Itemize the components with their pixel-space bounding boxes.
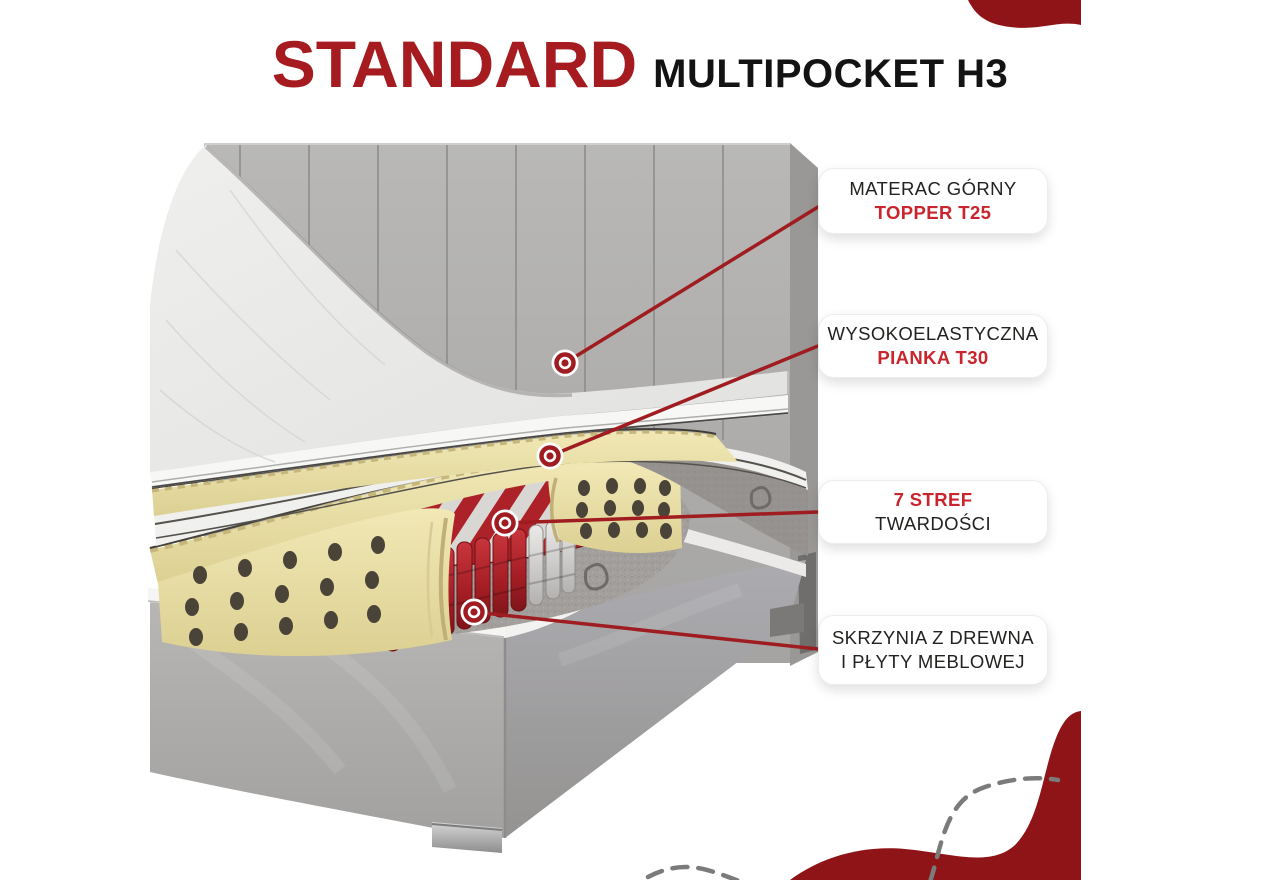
callout-foam-line2: PIANKA T30	[877, 347, 989, 368]
callout-zones-line2: TWARDOŚCI	[875, 513, 991, 534]
marker-box	[461, 599, 488, 626]
callout-foam	[818, 314, 1048, 378]
page-title	[0, 26, 1280, 102]
callout-topper-line2: TOPPER T25	[874, 202, 992, 223]
callout-topper	[818, 168, 1048, 234]
marker-topper	[552, 350, 579, 377]
title-sub: MULTIPOCKET H3	[653, 52, 1009, 96]
corner-blob-top-right	[968, 0, 1081, 28]
marker-foam	[537, 443, 564, 470]
callout-foam-line1: WYSOKOELASTYCZNA	[827, 322, 1039, 344]
callout-box-line1: SKRZYNIA Z DREWNA	[831, 626, 1035, 648]
callout-box	[818, 615, 1048, 685]
title-main: STANDARD	[271, 27, 638, 101]
callout-zones	[818, 480, 1048, 544]
callout-box-line2: I PŁYTY MEBLOWEJ	[841, 651, 1025, 672]
marker-zones	[492, 510, 519, 537]
callout-zones-line1: 7 STREF	[893, 488, 973, 510]
callout-topper-line1: MATERAC GÓRNY	[849, 177, 1017, 199]
